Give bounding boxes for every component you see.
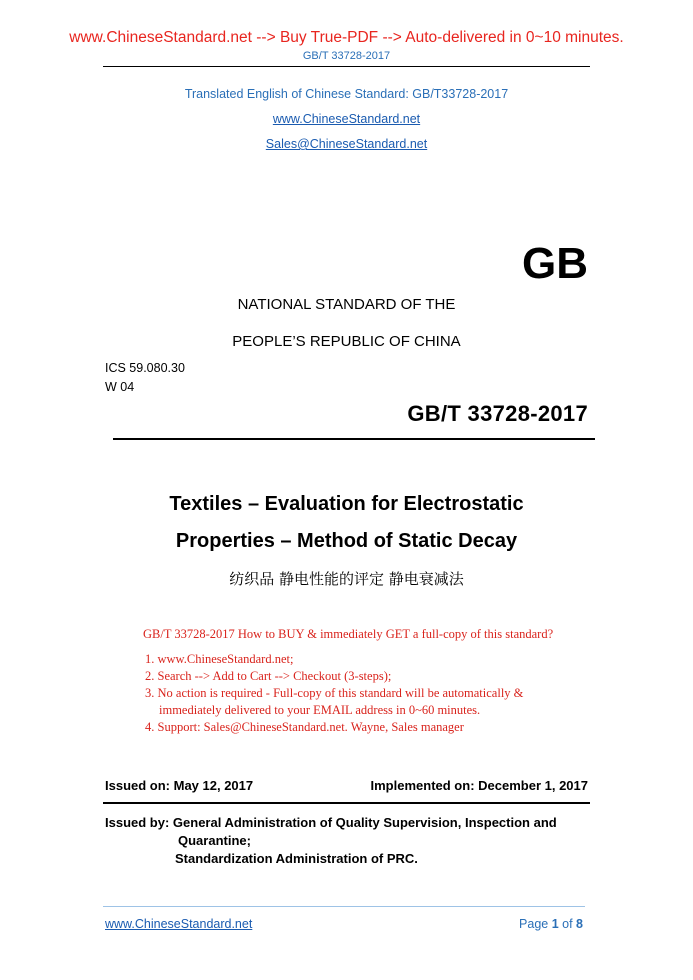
purchase-heading: GB/T 33728-2017 How to BUY & immediately GET a full-copy of this standard? <box>143 627 554 641</box>
chinese-title: 纺织品 静电性能的评定 静电衰减法 <box>229 570 464 588</box>
title-line2: Properties – Method of Static Decay <box>175 530 518 552</box>
issued-on-date: Issued on: May 12, 2017 <box>105 778 254 793</box>
issued-by-line3: Standardization Administration of PRC. <box>175 851 418 866</box>
national-standard-line2: PEOPLE’S REPUBLIC OF CHINA <box>232 333 461 350</box>
purchase-step-2: 2. Search --> Add to Cart --> Checkout (3-steps); <box>145 669 392 683</box>
sales-email-link[interactable]: Sales@ChineseStandard.net <box>265 137 428 151</box>
footer-site-wrapper <box>105 917 252 931</box>
purchase-step-3: 3. No action is required - Full-copy of this standard will be automatically & <box>145 686 524 700</box>
footer-site-link[interactable]: www.ChineseStandard.net <box>105 917 253 931</box>
page-prefix: Page <box>519 917 552 931</box>
title-line1: Textiles – Evaluation for Electrostatic <box>169 493 524 515</box>
header-banner: www.ChineseStandard.net --> Buy True-PDF --> Auto-delivered in 0~10 minutes. <box>69 29 624 46</box>
page-of: of <box>558 917 577 931</box>
sales-link-wrapper <box>0 137 693 151</box>
page-current: 1 <box>551 917 559 931</box>
gb-mark: GB <box>522 239 588 288</box>
w-code: W 04 <box>105 380 135 394</box>
national-standard-line1: NATIONAL STANDARD OF THE <box>237 296 456 313</box>
purchase-step-4: 4. Support: Sales@ChineseStandard.net. Wayne, Sales manager <box>145 720 464 734</box>
page-total: 8 <box>576 917 583 931</box>
issued-by-line2: Quarantine; <box>178 833 251 848</box>
purchase-step-3-cont: immediately delivered to your EMAIL address in 0~60 minutes. <box>159 703 481 717</box>
site-link[interactable]: www.ChineseStandard.net <box>272 112 421 126</box>
footer-divider <box>103 906 585 907</box>
translated-note: Translated English of Chinese Standard: GB/T33728-2017 <box>184 87 509 101</box>
purchase-step-1: 1. www.ChineseStandard.net; <box>145 652 294 666</box>
header-standard-code: GB/T 33728-2017 <box>302 50 391 62</box>
standard-number: GB/T 33728-2017 <box>407 401 588 426</box>
dates-divider <box>103 802 590 804</box>
site-link-wrapper <box>0 112 693 126</box>
header-divider <box>103 66 590 67</box>
title-divider <box>113 438 595 440</box>
ics-code: ICS 59.080.30 <box>105 361 185 375</box>
issued-by-line1: Issued by: General Administration of Quality Supervision, Inspection and <box>105 815 557 830</box>
implemented-on-date: Implemented on: December 1, 2017 <box>370 778 588 793</box>
page-indicator <box>519 917 583 931</box>
